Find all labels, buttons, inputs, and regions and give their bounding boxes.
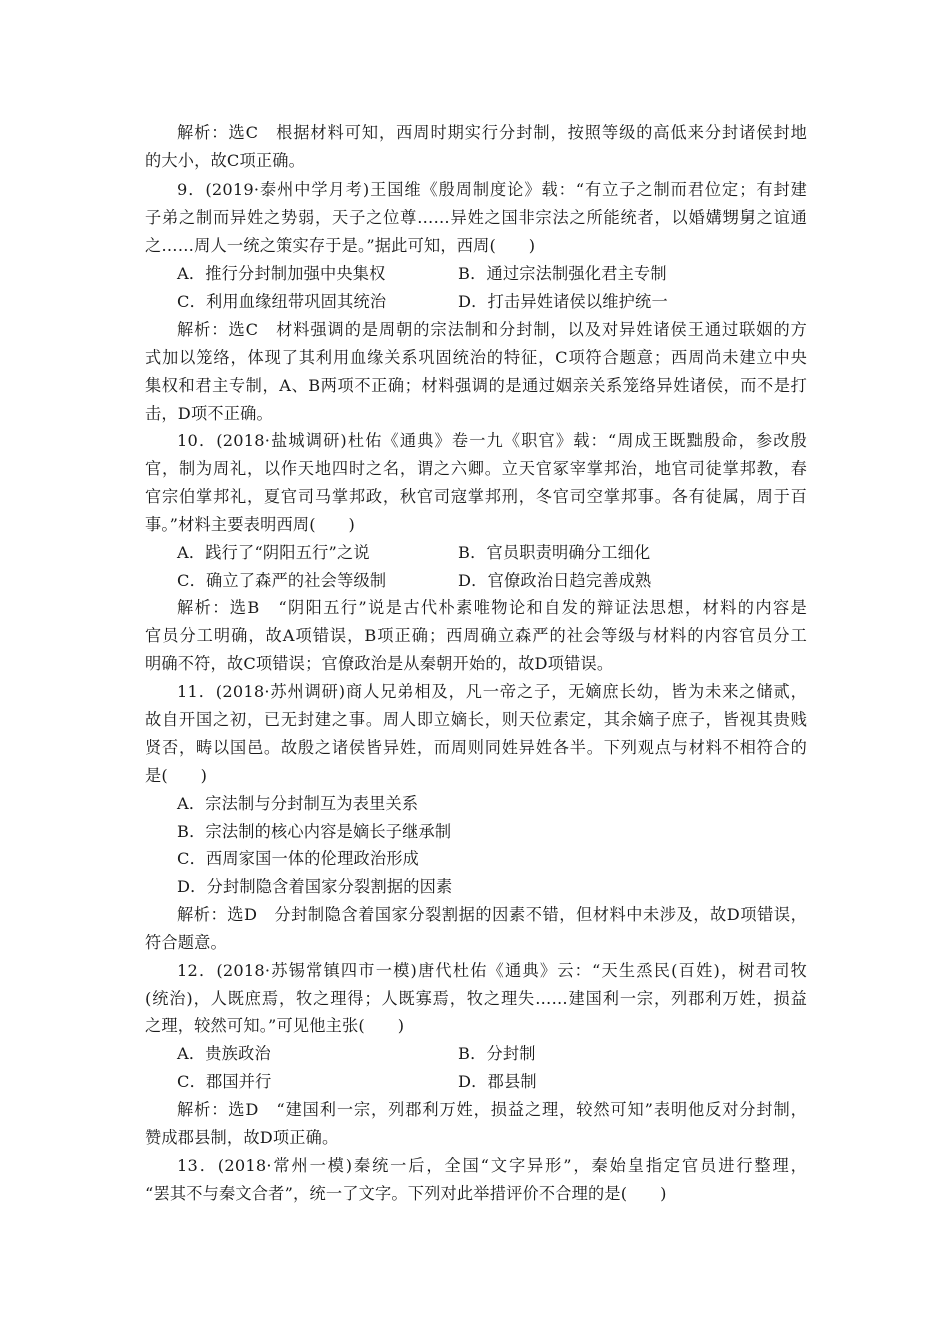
answer-9-analysis-line-1: 解析：选C 材料强调的是周朝的宗法制和分封制，以及对异姓诸侯王通过联姻的方 (177, 320, 807, 339)
question-10-stem-line-1: 10．(2018·盐城调研)杜佑《通典》卷一九《职官》载：“周成王既黜殷命，参改殷 (177, 431, 807, 450)
question-11-stem-line-2: 故自开国之初，已无封建之事。周人即立嫡长，则天位素定，其余嫡子庶子，皆视其贵贱 (145, 710, 807, 729)
question-12-stem-line-2: (统治)，人既庶焉，牧之理得；人既寡焉，牧之理失……建国利一宗，列郡利万姓，损益 (145, 989, 807, 1008)
answer-10-analysis-line-1: 解析：选B “阴阳五行”说是古代朴素唯物论和自发的辩证法思想，材料的内容是 (177, 598, 807, 617)
question-9-stem-line-1: 9．(2019·泰州中学月考)王国维《殷周制度论》载：“有立子之制而君位定；有封建 (177, 180, 807, 199)
question-11-option-d: D．分封制隐含着国家分裂割据的因素 (177, 877, 453, 896)
question-9-option-c: C．利用血缘纽带巩固其统治 (177, 292, 387, 311)
answer-12-analysis-line-2: 赞成郡县制，故D项正确。 (145, 1128, 339, 1147)
question-12-stem-line-1: 12．(2018·苏锡常镇四市一模)唐代杜佑《通典》云：“天生烝民(百姓)，树君司牧 (177, 961, 807, 980)
answer-11-analysis-line-1: 解析：选D 分封制隐含着国家分裂割据的因素不错，但材料中未涉及，故D项错误， (177, 905, 807, 924)
answer-10-analysis-line-3: 明确不符，故C项错误；官僚政治是从秦朝开始的，故D项错误。 (145, 654, 614, 673)
question-11-stem-line-4: 是( ) (145, 766, 208, 785)
question-13-stem-line-2: “罢其不与秦文合者”，统一了文字。下列对此举措评价不合理的是( ) (145, 1184, 667, 1203)
question-10-option-c: C．确立了森严的社会等级制 (177, 571, 387, 590)
question-13-stem-line-1: 13．(2018·常州一模)秦统一后，全国“文字异形”，秦始皇指定官员进行整理， (177, 1156, 807, 1175)
answer-9-analysis-line-2: 式加以笼络，体现了其利用血缘关系巩固统治的特征，C项符合题意；西周尚未建立中央 (145, 348, 807, 367)
question-11-option-c: C．西周家国一体的伦理政治形成 (177, 849, 420, 868)
question-10-option-d: D．官僚政治日趋完善成熟 (458, 571, 652, 590)
question-12-option-c: C．郡国并行 (177, 1072, 272, 1091)
question-9-option-d: D．打击异姓诸侯以维护统一 (458, 292, 668, 311)
question-11-option-b: B．宗法制的核心内容是嫡长子继承制 (177, 822, 452, 841)
question-10-option-b: B．官员职责明确分工细化 (458, 543, 651, 562)
answer-10-analysis-line-2: 官员分工明确，故A项错误，B项正确；西周确立森严的社会等级与材料的内容官员分工 (145, 626, 807, 645)
question-11-stem-line-1: 11．(2018·苏州调研)商人兄弟相及，凡一帝之子，无嫡庶长幼，皆为未来之储贰， (177, 682, 807, 701)
question-9-option-a: A．推行分封制加强中央集权 (177, 264, 386, 283)
question-12-stem-line-3: 之理，较然可知。”可见他主张( ) (145, 1016, 405, 1035)
question-10-stem-line-3: 官宗伯掌邦礼，夏官司马掌邦政，秋官司寇掌邦刑，冬官司空掌邦事。各有徒属，周于百 (145, 487, 807, 506)
answer-9-analysis-line-3: 集权和君主专制，A、B两项不正确；材料强调的是通过姻亲关系笼络异姓诸侯，而不是打 (145, 376, 807, 395)
question-12-option-b: B．分封制 (458, 1044, 536, 1063)
question-9-option-b: B．通过宗法制强化君主专制 (458, 264, 667, 283)
question-10-stem-line-4: 事。”材料主要表明西周( ) (145, 515, 356, 534)
question-9-stem-line-3: 之……周人一统之策实存于是。”据此可知，西周( ) (145, 236, 536, 255)
answer-8-analysis-line-2: 的大小，故C项正确。 (145, 151, 306, 170)
answer-11-analysis-line-2: 符合题意。 (145, 933, 227, 952)
answer-12-analysis-line-1: 解析：选D “建国利一宗，列郡利万姓，损益之理，较然可知”表明他反对分封制， (177, 1100, 807, 1119)
question-11-option-a: A．宗法制与分封制互为表里关系 (177, 794, 419, 813)
question-10-stem-line-2: 官，制为周礼，以作天地四时之名，谓之六卿。立天官冢宰掌邦治，地官司徒掌邦教，春 (145, 459, 807, 478)
question-10-option-a: A．践行了“阴阳五行”之说 (177, 543, 370, 562)
question-12-option-d: D．郡县制 (458, 1072, 537, 1091)
answer-9-analysis-line-4: 击，D项不正确。 (145, 404, 273, 423)
question-12-option-a: A．贵族政治 (177, 1044, 271, 1063)
question-11-stem-line-3: 贤否，畴以国邑。故殷之诸侯皆异姓，而周则同姓异姓各半。下列观点与材料不相符合的 (145, 738, 807, 757)
answer-8-analysis-line-1: 解析：选C 根据材料可知，西周时期实行分封制，按照等级的高低来分封诸侯封地 (177, 123, 807, 142)
question-9-stem-line-2: 子弟之制而异姓之势弱，天子之位尊……异姓之国非宗法之所能统者，以婚媾甥舅之谊通 (145, 208, 807, 227)
